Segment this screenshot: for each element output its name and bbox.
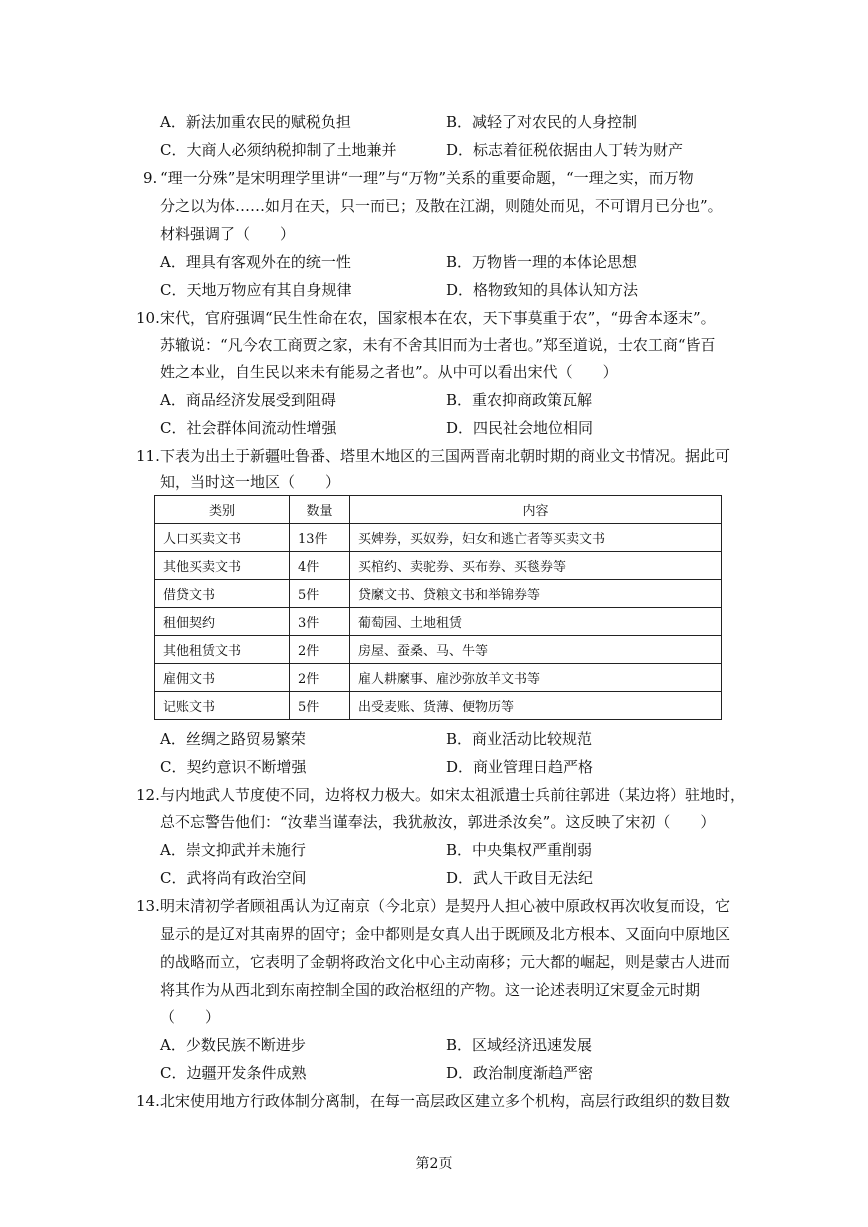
table-cell: 买棺约、卖驼券、买布券、买毯券等 [350, 552, 722, 580]
table-row [155, 608, 722, 636]
q11-option-d: D．商业管理日趋严格 [446, 758, 594, 776]
q13-text-line-2: 显示的是辽对其南界的固守；金中都则是女真人出于既顾及北方根本、又面向中原地区 [160, 925, 731, 943]
q13-text-line-3: 的战略而立，它表明了金朝将政治文化中心主动南移；元大都的崛起，则是蒙古人进而 [160, 953, 731, 971]
table-cell: 4件 [290, 552, 350, 580]
table-header-count: 数量 [290, 496, 350, 524]
table-cell: 13件 [290, 524, 350, 552]
q11-option-c: C．契约意识不断增强 [160, 758, 307, 776]
table-row [155, 580, 722, 608]
q13-text-line-4: 将其作为从西北到东南控制全国的政治枢纽的产物。这一论述表明辽宋夏金元时期 [160, 981, 701, 999]
table-row [155, 692, 722, 720]
table-header-row [155, 496, 722, 524]
q12-option-d: D．武人干政目无法纪 [446, 869, 594, 887]
table-cell: 租佃契约 [155, 608, 290, 636]
q13-option-c: C．边疆开发条件成熟 [160, 1064, 307, 1082]
table-row [155, 552, 722, 580]
table-cell: 其他买卖文书 [155, 552, 290, 580]
q8-option-b: B．减轻了对农民的人身控制 [446, 113, 638, 131]
q13-options-row-2 [160, 1063, 760, 1083]
q9-option-a: A．理具有客观外在的统一性 [160, 253, 351, 271]
q13-option-a: A．少数民族不断进步 [160, 1036, 306, 1054]
q8-option-d: D．标志着征税依据由人丁转为财产 [446, 141, 684, 159]
q10-option-b: B．重农抑商政策瓦解 [446, 391, 593, 409]
q13-text-line-1: 明末清初学者顾祖禹认为辽南京（今北京）是契丹人担心被中原政权再次收复而设，它 [160, 897, 731, 915]
q11-options-row-2 [160, 757, 760, 777]
q13-options-row-1 [160, 1035, 760, 1055]
table-cell: 3件 [290, 608, 350, 636]
q9-options-row-1 [160, 252, 760, 272]
table-cell: 5件 [290, 580, 350, 608]
table-cell: 出受麦账、货薄、便物历等 [350, 692, 722, 720]
table-cell: 5件 [290, 692, 350, 720]
q11-options-row-1 [160, 729, 760, 749]
q12-text-line-1: 与内地武人节度使不同，边将权力极大。如宋太祖派遣士兵前往郭进（某边将）驻地时， [160, 786, 746, 804]
table-row [155, 524, 722, 552]
q9-text-line-1: “理一分殊”是宋明理学里讲“一理”与“万物”关系的重要命题，“一理之实，而万物 [160, 169, 694, 187]
q12-option-a: A．崇文抑武并未施行 [160, 841, 306, 859]
q9-options-row-2 [160, 280, 760, 300]
q12-options-row-2 [160, 868, 760, 888]
q9-option-c: C．天地万物应有其自身规律 [160, 281, 352, 299]
table-row [155, 664, 722, 692]
q10-text-line-3: 姓之本业，自生民以来未有能易之者也”。从中可以看出宋代（ ） [160, 363, 618, 381]
q10-options-row-1 [160, 390, 760, 410]
q13-option-d: D．政治制度渐趋严密 [446, 1064, 594, 1082]
table-cell: 2件 [290, 636, 350, 664]
table-header-category: 类别 [155, 496, 290, 524]
table-cell: 买婢券，买奴券，妇女和逃亡者等买卖文书 [350, 524, 722, 552]
q13-text-line-5: （ ） [160, 1008, 221, 1026]
q12-text-line-2: 总不忘警告他们：“汝辈当谨奉法，我犹赦汝，郭进杀汝矣”。这反映了宋初（ ） [160, 813, 716, 831]
table-cell: 贷縻文书、贷粮文书和举锦券等 [350, 580, 722, 608]
q9-option-b: B．万物皆一理的本体论思想 [446, 253, 638, 271]
q13-number: 13. [136, 897, 160, 915]
q10-number: 10. [136, 309, 160, 327]
q12-options-row-1 [160, 840, 760, 860]
q9-text-line-2: 分之以为体……如月在天，只一而已；及散在江湖，则随处而见，不可谓月已分也”。 [160, 197, 723, 215]
q14-number: 14. [136, 1092, 160, 1110]
table-cell: 雇人耕縻事、雇沙弥放羊文书等 [350, 664, 722, 692]
q11-text-line-2: 知，当时这一地区（ ） [160, 473, 341, 491]
q12-option-b: B．中央集权严重削弱 [446, 841, 593, 859]
q13-option-b: B．区域经济迅速发展 [446, 1036, 593, 1054]
table-cell: 其他租赁文书 [155, 636, 290, 664]
q11-option-a: A．丝绸之路贸易繁荣 [160, 730, 306, 748]
q10-option-d: D．四民社会地位相同 [446, 419, 594, 437]
q10-options-row-2 [160, 418, 760, 438]
q11-text-line-1: 下表为出土于新疆吐鲁番、塔里木地区的三国两晋南北朝时期的商业文书情况。据此可 [160, 447, 731, 465]
q11-number: 11. [136, 447, 160, 465]
q9-text-line-3: 材料强调了（ ） [160, 225, 296, 243]
table-cell: 雇佣文书 [155, 664, 290, 692]
table-cell: 葡萄园、土地租赁 [350, 608, 722, 636]
table-cell: 借贷文书 [155, 580, 290, 608]
q8-option-c: C．大商人必须纳税抑制了土地兼并 [160, 141, 397, 159]
table-cell: 记账文书 [155, 692, 290, 720]
q8-options-row-2 [160, 140, 760, 160]
q11-option-b: B．商业活动比较规范 [446, 730, 593, 748]
page-number: 第2页 [415, 1156, 453, 1172]
q8-option-a: A．新法加重农民的赋税负担 [160, 113, 351, 131]
table-header-content: 内容 [350, 496, 722, 524]
q10-option-a: A．商品经济发展受到阻碍 [160, 391, 336, 409]
q10-option-c: C．社会群体间流动性增强 [160, 419, 337, 437]
q14-text-line-1: 北宋使用地方行政体制分离制，在每一高层政区建立多个机构，高层行政组织的数目数 [160, 1092, 731, 1110]
q10-text-line-1: 宋代，官府强调“民生性命在农，国家根本在农，天下事莫重于农”，“毋舍本逐末”。 [160, 309, 716, 327]
q11-table [154, 495, 722, 720]
table-cell: 2件 [290, 664, 350, 692]
table-row [155, 636, 722, 664]
table-cell: 人口买卖文书 [155, 524, 290, 552]
q12-number: 12. [136, 786, 160, 804]
q9-number: 9. [143, 169, 158, 187]
q8-options-row-1 [160, 112, 760, 132]
q12-option-c: C．武将尚有政治空间 [160, 869, 307, 887]
q9-option-d: D．格物致知的具体认知方法 [446, 281, 639, 299]
q10-text-line-2: 苏辙说：“凡今农工商贾之家，未有不舍其旧而为士者也。”郑至道说，士农工商“皆百 [160, 336, 716, 354]
table-cell: 房屋、蚕桑、马、牛等 [350, 636, 722, 664]
